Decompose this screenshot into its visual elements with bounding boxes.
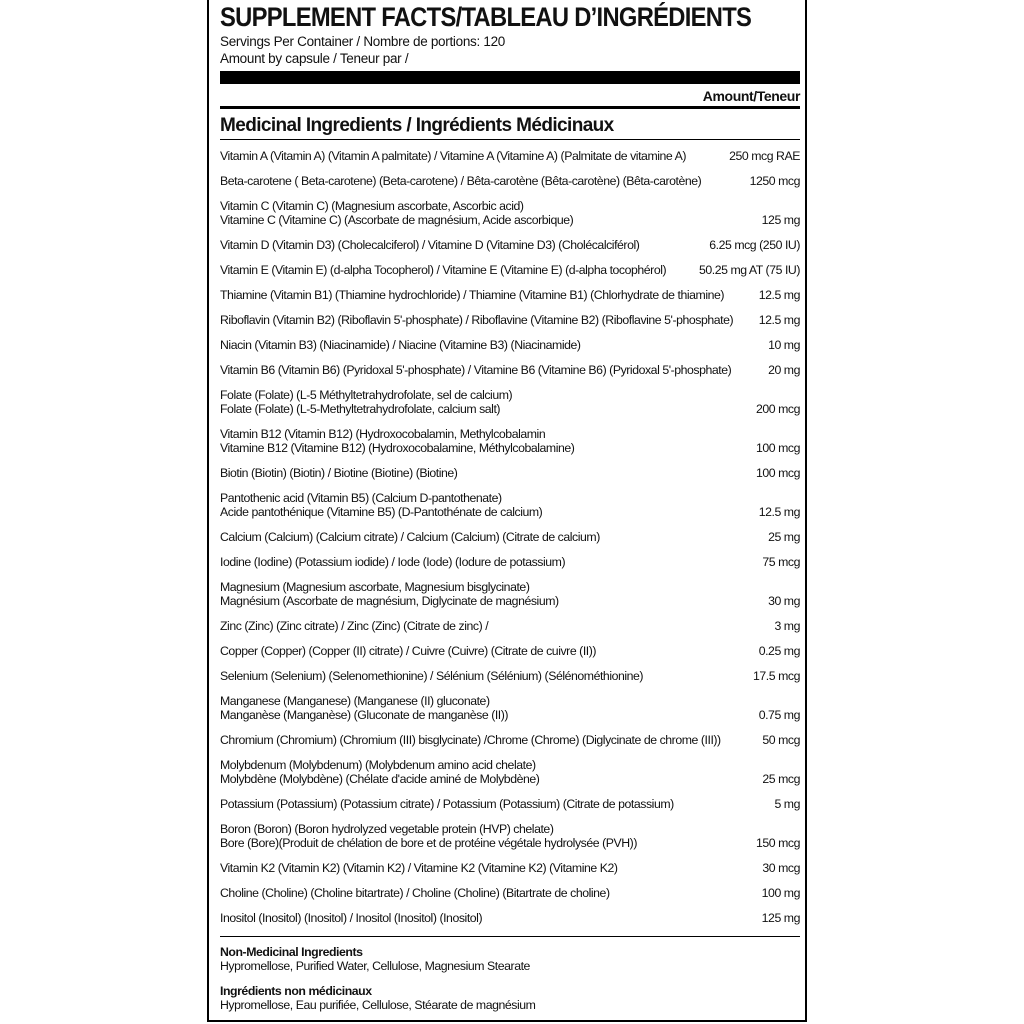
ingredient-row — [220, 580, 800, 608]
ingredient-amount: 125 mg — [761, 911, 800, 925]
ingredient-name: Niacin (Vitamin B3) (Niacinamide) / Niacine (Vitamine B3) (Niacinamide) — [220, 338, 581, 352]
non-medicinal-block-fr — [220, 984, 800, 1012]
ingredient-name: Iodine (Iodine) (Potassium iodide) / Iode (Iode) (Iodure de potassium) — [220, 555, 566, 569]
ingredient-amount: 12.5 mg — [758, 505, 800, 519]
ingredient-amount: 100 mcg — [755, 441, 800, 455]
ingredient-name: Vitamin A (Vitamin A) (Vitamin A palmitate) / Vitamine A (Vitamine A) (Palmitate de vitamine A) — [220, 149, 686, 163]
medicinal-ingredients-heading: Medicinal Ingredients / Ingrédients Médicinaux — [220, 115, 614, 136]
ingredient-name: Boron (Boron) (Boron hydrolyzed vegetable protein (HVP) chelate) Bore (Bore)(Produit de chélation de bore et de protéine végétale hydrolysée (PVH)) — [220, 822, 637, 850]
ingredient-amount: 125 mg — [761, 213, 800, 227]
ingredient-amount: 0.75 mg — [758, 708, 800, 722]
ingredient-list — [220, 149, 800, 925]
ingredient-amount: 200 mcg — [755, 402, 800, 416]
amount-column-header: Amount/Teneur — [702, 88, 800, 104]
ingredient-row — [220, 555, 800, 569]
ingredient-amount: 25 mcg — [762, 772, 800, 786]
ingredient-name: Riboflavin (Vitamin B2) (Riboflavin 5'-phosphate) / Riboflavine (Vitamine B2) (Riboflavine 5'-phosphate) — [220, 313, 734, 327]
ingredient-name: Biotin (Biotin) (Biotin) / Biotine (Biotine) (Biotine) — [220, 466, 458, 480]
ingredient-row — [220, 644, 800, 658]
ingredient-amount: 0.25 mg — [758, 644, 800, 658]
ingredient-name: Zinc (Zinc) (Zinc citrate) / Zinc (Zinc) (Citrate de zinc) / — [220, 619, 489, 633]
ingredient-name: Beta-carotene ( Beta-carotene) (Beta-carotene) / Bêta-carotène (Bêta-carotène) (Bêta-carotène) — [220, 174, 702, 188]
ingredient-name: Folate (Folate) (L-5 Méthyltetrahydrofolate, sel de calcium) Folate (Folate) (L-5-Methyltetrahydrofolate, calcium salt) — [220, 388, 513, 416]
ingredient-amount: 3 mg — [774, 619, 800, 633]
ingredient-amount: 1250 mcg — [749, 174, 800, 188]
ingredient-row — [220, 288, 800, 302]
ingredient-amount: 10 mg — [768, 338, 800, 352]
ingredient-name: Inositol (Inositol) (Inositol) / Inositol (Inositol) (Inositol) — [220, 911, 483, 925]
ingredient-amount: 12.5 mg — [758, 313, 800, 327]
ingredient-name: Potassium (Potassium) (Potassium citrate) / Potassium (Potassium) (Citrate de potassium) — [220, 797, 674, 811]
ingredient-amount: 12.5 mg — [758, 288, 800, 302]
ingredient-name: Vitamin B6 (Vitamin B6) (Pyridoxal 5'-phosphate) / Vitamine B6 (Vitamine B6) (Pyridoxal 5'-phosphate) — [220, 363, 732, 377]
ingredient-amount: 30 mg — [768, 594, 800, 608]
ingredient-row — [220, 174, 800, 188]
ingredient-amount: 100 mg — [761, 886, 800, 900]
ingredient-row — [220, 694, 800, 722]
ingredient-name: Selenium (Selenium) (Selenomethionine) / Sélénium (Sélénium) (Sélénométhionine) — [220, 669, 644, 683]
ingredient-row — [220, 797, 800, 811]
ingredient-row — [220, 861, 800, 875]
ingredient-name: Molybdenum (Molybdenum) (Molybdenum amino acid chelate) Molybdène (Molybdène) (Chélate d'acide aminé de Molybdène) — [220, 758, 540, 786]
ingredient-row — [220, 363, 800, 377]
ingredient-name: Thiamine (Vitamin B1) (Thiamine hydrochloride) / Thiamine (Vitamine B1) (Chlorhydrate de thiamine) — [220, 288, 725, 302]
amount-by-capsule: Amount by capsule / Teneur par / — [220, 51, 409, 66]
ingredient-amount: 25 mg — [768, 530, 800, 544]
ingredient-amount: 50.25 mg AT (75 IU) — [698, 263, 800, 277]
divider — [220, 106, 800, 109]
non-medicinal-block — [220, 945, 800, 973]
ingredient-row — [220, 733, 800, 747]
ingredient-row — [220, 199, 800, 227]
bottom-rule — [220, 936, 800, 937]
ingredient-row — [220, 669, 800, 683]
ingredient-name: Vitamin C (Vitamin C) (Magnesium ascorbate, Ascorbic acid) Vitamine C (Vitamine C) (Ascorbate de magnésium, Acide ascorbique) — [220, 199, 574, 227]
ingredient-row — [220, 149, 800, 163]
ingredient-row — [220, 530, 800, 544]
ingredient-name: Manganese (Manganese) (Manganese (II) gluconate) Manganèse (Manganèse) (Gluconate de manganèse (II)) — [220, 694, 509, 722]
ingredient-name: Chromium (Chromium) (Chromium (III) bisglycinate) /Chrome (Chrome) (Diglycinate de chrome (III)) — [220, 733, 721, 747]
panel-title: SUPPLEMENT FACTS/TABLEAU D’INGRÉDIENTS — [220, 2, 752, 32]
ingredient-row — [220, 238, 800, 252]
ingredient-row — [220, 263, 800, 277]
ingredient-name: Calcium (Calcium) (Calcium citrate) / Calcium (Calcium) (Citrate de calcium) — [220, 530, 600, 544]
ingredient-name: Vitamin D (Vitamin D3) (Cholecalciferol) / Vitamine D (Vitamine D3) (Cholécalciférol) — [220, 238, 640, 252]
ingredient-name: Magnesium (Magnesium ascorbate, Magnesium bisglycinate) Magnésium (Ascorbate de magnésium, Diglycinate de magnésium) — [220, 580, 559, 608]
ingredient-row — [220, 427, 800, 455]
ingredient-row — [220, 388, 800, 416]
non-medicinal-text: Hypromellose, Purified Water, Cellulose, Magnesium Stearate — [220, 959, 530, 973]
non-medicinal-heading: Non-Medicinal Ingredients — [220, 945, 363, 959]
panel-content — [220, 0, 800, 1012]
ingredient-row — [220, 822, 800, 850]
ingredient-row — [220, 313, 800, 327]
ingredient-amount: 100 mcg — [755, 466, 800, 480]
ingredient-amount: 150 mcg — [755, 836, 800, 850]
servings-per-container: Servings Per Container / Nombre de portions: 120 — [220, 34, 506, 49]
ingredient-name: Choline (Choline) (Choline bitartrate) / Choline (Choline) (Bitartrate de choline) — [220, 886, 610, 900]
ingredient-amount: 50 mcg — [762, 733, 800, 747]
ingredient-amount: 20 mg — [768, 363, 800, 377]
thick-divider — [220, 71, 800, 84]
ingredient-name: Vitamin K2 (Vitamin K2) (Vitamin K2) / Vitamine K2 (Vitamine K2) (Vitamine K2) — [220, 861, 618, 875]
ingredient-row — [220, 466, 800, 480]
ingredient-amount: 250 mcg RAE — [729, 149, 800, 163]
ingredient-amount: 6.25 mcg (250 IU) — [709, 238, 800, 252]
non-medicinal-text-fr: Hypromellose, Eau purifiée, Cellulose, Stéarate de magnésium — [220, 998, 536, 1012]
ingredient-name: Copper (Copper) (Copper (II) citrate) / Cuivre (Cuivre) (Citrate de cuivre (II)) — [220, 644, 597, 658]
ingredient-row — [220, 338, 800, 352]
supplement-facts-panel — [207, 0, 807, 1022]
ingredient-row — [220, 911, 800, 925]
non-medicinal-heading-fr: Ingrédients non médicinaux — [220, 984, 372, 998]
ingredient-name: Vitamin E (Vitamin E) (d-alpha Tocopherol) / Vitamine E (Vitamine E) (d-alpha tocophérol) — [220, 263, 667, 277]
heading-rule — [220, 139, 800, 140]
ingredient-amount: 75 mcg — [762, 555, 800, 569]
ingredient-row — [220, 619, 800, 633]
ingredient-name: Vitamin B12 (Vitamin B12) (Hydroxocobalamin, Methylcobalamin Vitamine B12 (Vitamine B12) (Hydroxocobalamine, Méthylcobalamine) — [220, 427, 575, 455]
ingredient-amount: 30 mcg — [762, 861, 800, 875]
ingredient-amount: 17.5 mcg — [753, 669, 800, 683]
ingredient-row — [220, 491, 800, 519]
ingredient-name: Pantothenic acid (Vitamin B5) (Calcium D-pantothenate) Acide pantothénique (Vitamine B5) (D-Pantothénate de calcium) — [220, 491, 543, 519]
ingredient-row — [220, 758, 800, 786]
ingredient-amount: 5 mg — [774, 797, 800, 811]
ingredient-row — [220, 886, 800, 900]
